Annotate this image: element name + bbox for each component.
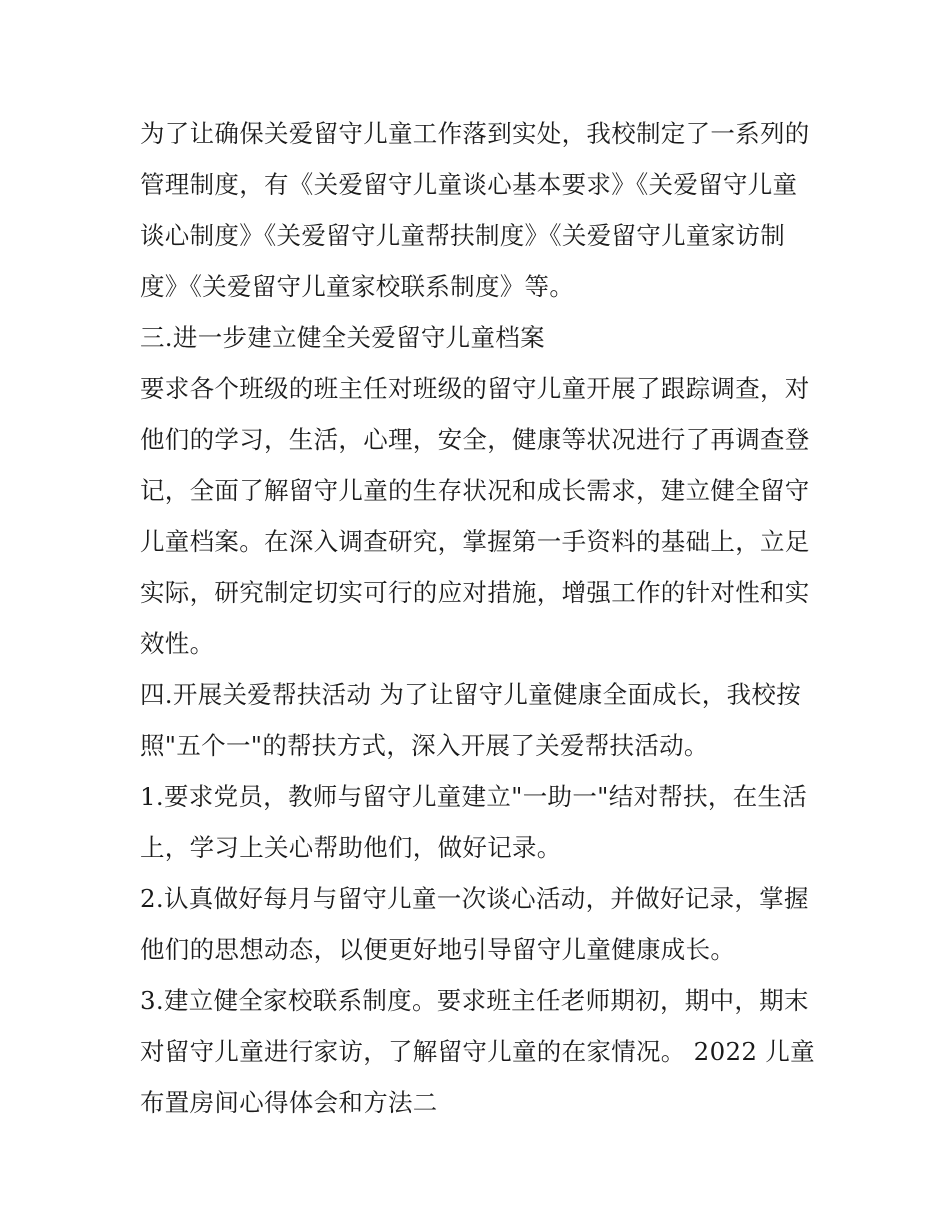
text-line: 布置房间心得体会和方法二 bbox=[140, 1088, 438, 1117]
list-item: 2.认真做好每月与留守儿童一次谈心活动，并做好记录，掌握 bbox=[140, 884, 809, 913]
text-line: 记，全面了解留守儿童的生存状况和成长需求，建立健全留守 bbox=[140, 476, 810, 505]
text-line: 照"五个一"的帮扶方式，深入开展了关爱帮扶活动。 bbox=[140, 731, 709, 760]
text-line: 度》《关爱留守儿童家校联系制度》等。 bbox=[140, 272, 575, 301]
text-line: 他们的学习，生活，心理，安全，健康等状况进行了再调查登 bbox=[140, 425, 810, 454]
text-line: 谈心制度》《关爱留守儿童帮扶制度》《关爱留守儿童家访制 bbox=[140, 221, 786, 250]
text-line: 儿童档案。在深入调查研究，掌握第一手资料的基础上，立足 bbox=[140, 527, 810, 556]
section-heading: 三.进一步建立健全关爱留守儿童档案 bbox=[140, 323, 545, 352]
list-item: 1.要求党员，教师与留守儿童建立"一助一"结对帮扶，在生活 bbox=[140, 782, 808, 811]
document-body bbox=[140, 108, 820, 1128]
text-line: 效性。 bbox=[140, 629, 215, 658]
text-line: 为了让确保关爱留守儿童工作落到实处，我校制定了一系列的 bbox=[140, 119, 810, 148]
text-line: 他们的思想动态，以便更好地引导留守儿童健康成长。 bbox=[140, 935, 736, 964]
text-line: 要求各个班级的班主任对班级的留守儿童开展了跟踪调查，对 bbox=[140, 374, 810, 403]
text-line: 实际，研究制定切实可行的应对措施，增强工作的针对性和实 bbox=[140, 578, 810, 607]
text-line: 上，学习上关心帮助他们，做好记录。 bbox=[140, 833, 562, 862]
section-heading: 四.开展关爱帮扶活动 为了让留守儿童健康全面成长，我校按 bbox=[140, 680, 801, 709]
text-line: 对留守儿童进行家访，了解留守儿童的在家情况。 2022 儿童 bbox=[140, 1037, 815, 1066]
text-line: 管理制度，有《关爱留守儿童谈心基本要求》《关爱留守儿童 bbox=[140, 170, 798, 199]
list-item: 3.建立健全家校联系制度。要求班主任老师期初，期中，期末 bbox=[140, 986, 809, 1015]
